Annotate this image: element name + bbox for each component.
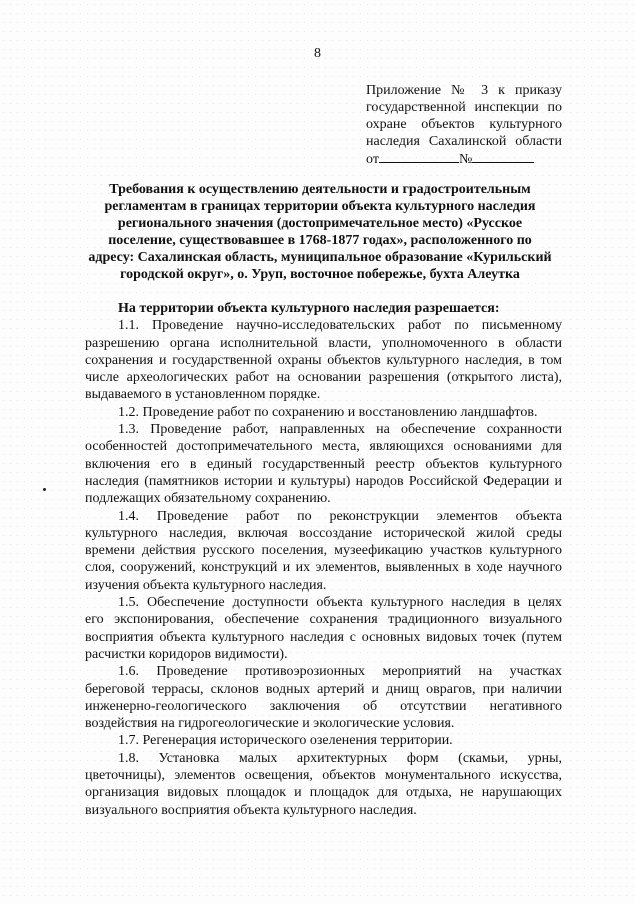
paragraph-line: расчистки коридоров видимости). bbox=[85, 646, 288, 662]
title-line: городской округ», о. Уруп, восточное побережье, бухта Алеутка bbox=[120, 267, 520, 282]
paragraph-line: особенностей достопримечательного места, являющихся основаниями для bbox=[85, 439, 562, 455]
paragraph-line: инженерно-геологического заключения об отсутствии негативного bbox=[85, 698, 562, 714]
paragraph-line: визуального восприятия объекта культурного наследия. bbox=[85, 802, 417, 818]
date-blank-line bbox=[379, 150, 459, 163]
appendix-line: государственной инспекции по bbox=[366, 100, 562, 115]
margin-dot bbox=[43, 488, 46, 491]
paragraph-item bbox=[85, 750, 562, 819]
paragraph-item bbox=[85, 421, 562, 507]
date-prefix: от bbox=[366, 152, 379, 167]
appendix-block bbox=[366, 82, 562, 168]
appendix-line: наследия Сахалинской области bbox=[366, 134, 562, 149]
paragraph-item bbox=[85, 508, 562, 594]
appendix-line: Приложение № 3 к приказу bbox=[366, 83, 562, 98]
appendix-line: охране объектов культурного bbox=[366, 117, 562, 132]
paragraph-line: его экспонирования, обеспечение сохранения традиционного визуального bbox=[85, 612, 562, 628]
paragraph-item bbox=[85, 732, 562, 749]
paragraph-line: сохранения и государственной охраны объектов культурного наследия, в том bbox=[85, 352, 562, 368]
number-blank-line bbox=[472, 150, 534, 163]
paragraph-list bbox=[85, 317, 562, 819]
paragraph-item bbox=[85, 594, 562, 663]
page-number: 8 bbox=[314, 46, 321, 61]
paragraph-line: 1.8. Установка малых архитектурных форм (скамьи, урны, bbox=[118, 750, 562, 766]
title-line: Требования к осуществлению деятельности и градостроительным bbox=[109, 182, 531, 197]
document-body bbox=[85, 300, 562, 819]
paragraph-line: подлежащих обязательному сохранению. bbox=[85, 491, 331, 507]
paragraph-line: 1.2. Проведение работ по сохранению и восстановлению ландшафтов. bbox=[118, 404, 538, 420]
paragraph-line: разрешению органа исполнительной власти, уполномоченного в области bbox=[85, 335, 562, 351]
title-line: адресу: Сахалинская область, муниципальное образование «Курильский bbox=[88, 250, 552, 265]
paragraph-line: береговой террасы, склонов водных артерий и днищ оврагов, при наличии bbox=[85, 681, 562, 697]
paragraph-line: цветочницы), элементов освещения, объектов монументального искусства, bbox=[85, 768, 562, 784]
section-heading: На территории объекта культурного наследия разрешается: bbox=[118, 301, 500, 316]
paragraph-line: изучения объекта культурного наследия. bbox=[85, 577, 327, 593]
appendix-date-number-line bbox=[366, 150, 562, 168]
title-line: поселение, существовавшее в 1768-1877 годах», расположенного по bbox=[108, 233, 532, 248]
paragraph-line: 1.1. Проведение научно-исследовательских работ по письменному bbox=[118, 318, 562, 334]
paragraph-line: воздействия на гидрогеологические и экологические условия. bbox=[85, 716, 455, 732]
paragraph-line: 1.7. Регенерация исторического озеленения территории. bbox=[118, 733, 453, 749]
paragraph-line: 1.3. Проведение работ, направленных на обеспечение сохранности bbox=[118, 422, 562, 438]
title-line: регионального значения (достопримечательное место) «Русское bbox=[117, 216, 523, 231]
paragraph-item bbox=[85, 663, 562, 732]
paragraph-line: восприятия объекта культурного наследия с основных видовых точек (путем bbox=[85, 629, 562, 645]
paragraph-line: 1.6. Проведение противоэрозионных мероприятий на участках bbox=[118, 664, 562, 680]
paragraph-line: времени действия русского поселения, музеефикацию участков культурного bbox=[85, 543, 562, 559]
number-prefix: № bbox=[458, 152, 473, 167]
paragraph-line: наследия (памятников истории и культуры) народов Российской Федерации и bbox=[85, 473, 562, 489]
paragraph-line: организация видовых площадок и площадок для отдыха, не нарушающих bbox=[85, 785, 562, 801]
title-line: регламентам в границах территории объекта культурного наследия bbox=[104, 199, 536, 214]
paragraph-line: слоя, сооружений, конструкций и их элементов, выявленных в ходе научного bbox=[85, 560, 562, 576]
paragraph-line: выдаваемого в установленном порядке. bbox=[85, 387, 321, 403]
paragraph-line: 1.4. Проведение работ по реконструкции элементов объекта bbox=[118, 508, 562, 524]
paragraph-item bbox=[85, 404, 562, 421]
paragraph-line: культурного наследия, включая воссоздание исторической жилой среды bbox=[85, 525, 562, 541]
paragraph-line: 1.5. Обеспечение доступности объекта культурного наследия в целях bbox=[118, 595, 562, 611]
paragraph-item bbox=[85, 317, 562, 403]
paragraph-line: числе археологических работ на основании разрешения (открытого листа), bbox=[85, 370, 562, 386]
document-title bbox=[70, 181, 570, 283]
paragraph-line: включения его в единый государственный реестр объектов культурного bbox=[85, 456, 562, 472]
